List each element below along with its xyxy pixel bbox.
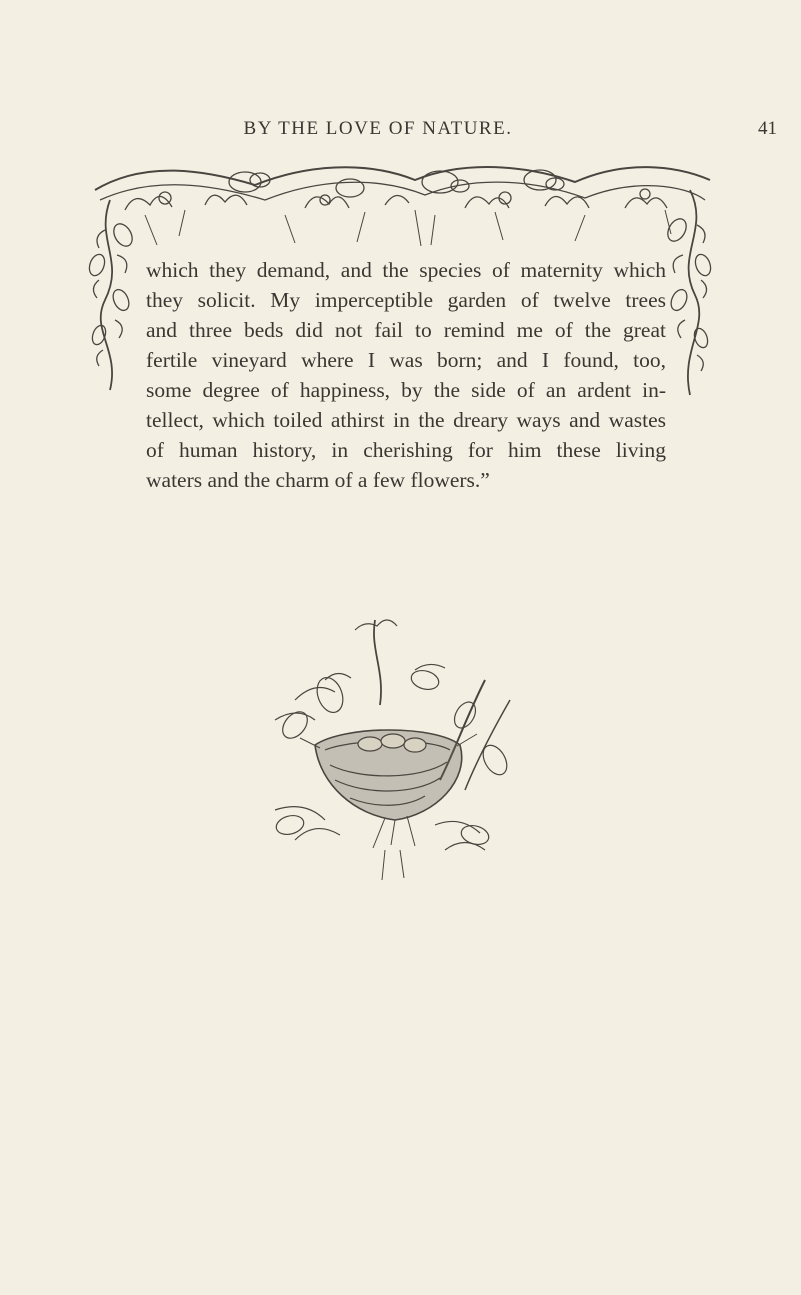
running-head: [0, 118, 801, 148]
text-line-5: some degree of happiness, by the side of an ardent in-: [146, 378, 666, 402]
text-line-2: they solicit. My imperceptible garden of twelve trees: [146, 288, 666, 312]
running-title: BY THE LOVE OF NATURE.: [243, 118, 513, 139]
body-paragraph: [146, 255, 666, 495]
text-line-1: which they demand, and the species of maternity which: [146, 258, 666, 282]
text-line-4: fertile vineyard where I was born; and I found, too,: [146, 348, 666, 372]
page-number: 41: [758, 118, 777, 139]
bird-nest-vignette: [235, 610, 555, 890]
text-line-3: and three beds did not fail to remind me of the great: [146, 318, 666, 342]
text-line-7: of human history, in cherishing for him these living: [146, 438, 666, 462]
text-line-8: waters and the charm of a few flowers.”: [146, 468, 490, 492]
text-line-6: tellect, which toiled athirst in the dreary ways and wastes: [146, 408, 666, 432]
